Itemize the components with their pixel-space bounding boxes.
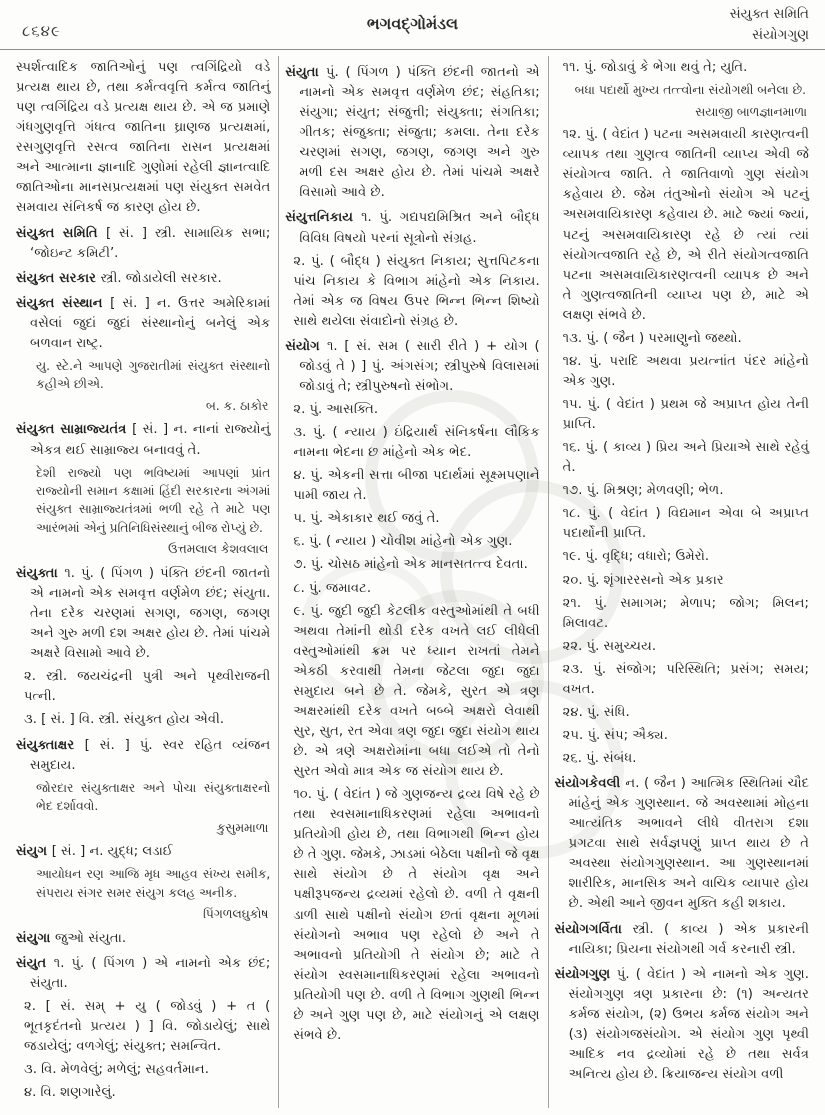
entry-text: ૨. સ્ત્રી. જયચંદ્રની પુત્રી અને પૃથ્વીરાજની પત્ની. <box>24 669 271 705</box>
headword: સંયુક્ત સંસ્થાન <box>16 295 111 311</box>
text-block <box>563 395 809 435</box>
entry-text: સ્પર્શત્વાદિક જાતિઓનું પણ ત્વગિંદ્રિયો વડે પ્રત્યક્ષ થાય છે, તથા કર્મત્વવૃત્તિ કર્મત્વ જાતિનું પણ ત્વગિંદ્રિય વડે પ્રત્યક્ષ થાય છે. એ જ પ્રમાણે ગંધગુણવૃત્તિ ગંધત્વ જાતિના ઘ્રાણજ પ્રત્યક્ષમાં, રસગુણવૃત્તિ રસત્વ જાતિના રાસન પ્રત્યક્ષમાં અને આત્માના જ્ઞાનાદિ ગુણોમાં રહેલી જ્ઞાનત્વાદિ જાતિઓના માનસપ્રત્યક્ષમાં પણ સંયુક્ત સમવેત સમવાય સંનિકર્ષ જ કારણ હોય છે. <box>16 60 271 216</box>
headword: સંયુક્ત સમિતિ <box>16 225 106 241</box>
text-block <box>293 252 539 332</box>
text-block <box>36 779 270 816</box>
citation-source: પિંગળલઘુકોષ <box>203 907 269 922</box>
text-block <box>24 710 270 730</box>
text-block <box>293 532 539 552</box>
text-block <box>24 1083 270 1103</box>
text-block <box>563 58 809 78</box>
entry-text: [ સં. ] ન. યુદ્ધ; લડાઈ <box>51 844 173 860</box>
running-head-last-entry: સંયોગગુણ <box>752 26 809 43</box>
entry-text: ૨. [ સં. સમ્ + યુ ( જોડવું ) + ત ( ભૂતકૃદંતનો પ્રત્યય ) ] વિ. જોડાયેલું; સાથે જડાયેલું; વળગેલું; સંયુક્ત; સમન્વિત. <box>24 999 271 1055</box>
headword: સંયુગા <box>16 930 55 946</box>
entry-text: ૭. પું. ચોસઠ માંહેનો એક માનસતત્ત્વ દેવતા. <box>293 557 528 573</box>
entry-text: પું. ( પિંગળ ) પંક્તિ છંદની જાતનો એ નામનો એક સમવૃત્ત વર્ણમેળ છંદ; સંહતિકા; સંયુગા; સંયુત; સંજુત્તી; સંયુક્તા; સંગતિકા; ગીતક; સંજુક્તા; સંજુતા; કમલા. તેના દરેક ચરણમાં સગણ, જગણ, જગણ અને ગુરુ મળી દસ અક્ષર હોય છે. તેમાં પાંચમે અક્ષરે વિસામો આવે છે. <box>299 65 540 201</box>
text-block <box>563 726 809 746</box>
entry-text: ૮. પું. જમાવટ. <box>293 580 372 596</box>
dictionary-entry <box>555 965 809 1085</box>
dictionary-entry <box>16 564 270 664</box>
entry-text: ૩. વિ. મેળવેલું; મળેલું; સહવર્તમાન. <box>24 1062 209 1078</box>
entry-text: દેશી રાજ્યો પણ ભવિષ્યમાં આપણાં પ્રાંત રાજ્યોની સમાન કક્ષામાં હિંદી સરકારના અંગમાં સંયુક્ત સામ્રાજ્યતંત્રમાં ભળી રહે તે માટે પણ આરંભમાં એનું પ્રતિનિધિસંસ્થાનું બીજ રોપ્યું છે. <box>36 465 271 535</box>
headword: સંયુત <box>16 955 54 971</box>
text-block <box>563 660 809 700</box>
dictionary-entry <box>16 842 270 862</box>
headword: સંયુત્તનિકાય <box>285 210 362 226</box>
citation-source: સયાજી બાળજ્ઞાનમાળા <box>695 104 807 119</box>
entry-text: ૪. પું. એકની સત્તા બીજા પદાર્થમાં સૂક્ષ્મપણાને પામી જાય તે. <box>293 468 540 504</box>
entry-text: [ સં. ] પું. સ્વર રહિત વ્યંજન સમુદાય. <box>30 737 271 773</box>
citation-source: ઉત્તમલાલ કેશવલાલ <box>168 542 269 557</box>
column-left <box>10 56 279 1108</box>
headword: સંયુતા <box>285 65 326 80</box>
dictionary-entry <box>16 294 270 354</box>
entry-text: ૨૬. પું. સંબંધ. <box>562 751 637 766</box>
entry-text: ૧૮. પું. ( વેદાંત ) વિદ્યમાન એવા બે અપ્રાપ્ત પદાર્થોની પ્રાપ્તિ. <box>562 506 809 542</box>
text-block <box>563 749 809 769</box>
text-block <box>563 594 809 634</box>
dictionary-entry <box>285 63 539 203</box>
text-block <box>563 125 809 326</box>
entry-text: ૪. વિ. શણગારેલું. <box>24 1085 116 1101</box>
entry-text: ૧૧. પું. જોડાવું કે ભેગા થવું તે; યુતિ. <box>562 60 748 75</box>
text-columns <box>0 50 825 1108</box>
text-block <box>563 352 809 392</box>
headword: સંયોગગુણ <box>554 966 617 982</box>
column-center <box>279 56 548 1108</box>
text-block <box>36 357 270 394</box>
entry-text: ૩. [ સં. ] વિ. સ્ત્રી. સંયુક્ત હોય એવી. <box>24 712 225 728</box>
text-block <box>36 464 270 538</box>
entry-text: ૨૪. પું. સંધિ. <box>562 704 630 720</box>
running-head-first-entry: સંયુક્ત સમિતિ <box>729 6 809 22</box>
entry-text: જુઓ સંયુતા. <box>54 930 127 946</box>
entry-text: ૨૩. પું. સંજોગ; પરિસ્થિતિ; પ્રસંગ; સમય; વખત. <box>562 661 809 697</box>
column-right <box>549 56 817 1108</box>
entry-text: ૨૨. પું. સમુચ્ચય. <box>562 638 657 654</box>
citation-source: બ. ક. ઠાકોર <box>205 398 269 413</box>
entry-text: ૩. પું. ( ન્યાય ) ઇંદ્રિયાર્થ સંનિકર્ષના લૌકિક નામના ભેદના છ માંહેનો એક ભેદ. <box>293 425 540 461</box>
entry-text: આયોધન રણ આજિ મૃધ આહવ સંખ્ય સમીક, સંપરાય સંગર સમર સંયુગ કલહ અનીક. <box>36 867 271 900</box>
entry-text: ૧૪. પું. પરાદિ અથવા પ્રયત્નાંત પંદર માંહેનો એક ગુણ. <box>562 353 809 389</box>
entry-text: ૨. પું. આસક્તિ. <box>293 402 379 417</box>
page-number: ૮૬૪૯ <box>22 22 61 40</box>
entry-text: ન. ( જૈન ) આત્મિક સ્થિતિમાં ચૌદ માંહેનું એક ગુણસ્થાન. જે અવસ્થામાં મોહના આત્યંતિક અભાવને લીધે વીતરાગ દશા પ્રગટવા સાથે સર્વજ્ઞપણું પ્રાપ્ત થાય છે તે અવસ્થા સંયોગગુણસ્થાન. આ ગુણસ્થાનમાં શારીરિક, માનસિક અને વાચિક વ્યાપાર હોય છે. એથી આને જીવન મુક્તિ કહી શકાય. <box>568 776 809 912</box>
text-block <box>563 637 809 657</box>
text-block <box>563 504 809 544</box>
text-block <box>563 547 809 567</box>
headword: સંયુક્ત સામ્રાજ્યતંત્ર <box>16 422 133 438</box>
book-title: ભગવદ્ગોમંડલ <box>366 14 459 33</box>
entry-text: પું. ( વેદાંત ) એ નામનો એક ગુણ. સંયોગગુણ ત્રણ પ્રકારના છે: (૧) અન્યતર કર્મજ સંયોગ, (૨) ઉભય કર્મજ સંયોગ અને (૩) સંયોગજસંયોગ. એ સંયોગ ગુણ પૃથ્વી આદિક નવ દ્રવ્યોમાં રહે છે તથા સર્વત્ર અનિત્ય હોય છે. ક્રિયાજન્ય સંયોગ વળી <box>568 966 809 1082</box>
dictionary-entry <box>285 208 539 248</box>
text-block <box>293 785 539 1046</box>
text-block <box>575 81 809 99</box>
entry-text: ૨૧. પું. સમાગમ; મેળાપ; જોગ; મિલન; મિલાવટ. <box>562 595 809 631</box>
entry-text: ૨. પું. ( બૌદ્ધ ) સંયુક્ત નિકાય; સુત્તપિટકના પાંચ નિકાય કે વિભાગ માંહેનો એક નિકાય. તેમાં એક જ વિષય ઉપર ભિન્ન ભિન્ન શિષ્યો સાથે થયેલા સંવાદોનો સંગ્રહ છે. <box>293 253 540 329</box>
headword: સંયુક્તાક્ષર <box>16 737 85 753</box>
dictionary-entry <box>285 337 539 397</box>
entry-text: બધા પદાર્થો મુખ્ય તત્ત્વોના સંયોગથી બનેલા છે. <box>574 83 806 98</box>
entry-text: ૧૬. પું. ( કાવ્ય ) પ્રિય અને પ્રિયાએ સાથે રહેવું તે. <box>562 440 809 476</box>
entry-text: ૨૦. પું. શૃંગારરસનો એક પ્રકાર <box>562 572 724 588</box>
text-block <box>563 571 809 591</box>
entry-text: ૧. [ સં. સમ ( સારી રીતે ) + યોગ ( જોડવું તે ) ] પું. અંગસંગ; સ્ત્રીપુરુષે વિલાસમાં જોડાવું તે; સ્ત્રીપુરુષનો સંભોગ. <box>299 338 540 394</box>
text-block <box>563 703 809 723</box>
text-block <box>293 555 539 575</box>
dictionary-entry <box>16 420 270 460</box>
entry-text: ૧૨. પું. ( વેદાંત ) પટના અસમવાયી કારણત્વની વ્યાપક તથા ગુણત્વ જાતિની વ્યાપ્ય એવી જે સંયોગત્વ જાતિ. તે જાતિવાળો ગુણ સંયોગ કહેવાય છે. જેમ તંતુઓનો સંયોગ એ પટનું અસમવાયિકારણ કહેવાય છે. માટે જ્યાં જ્યાં, પટનું અસમવાયિકારણ રહે છે ત્યાં ત્યાં સંયોગત્વજાતિ રહે છે, એ રીતે સંયોગત્વજાતિ પટના અસમવાયિકારણત્વની વ્યાપક છે અને તે ગુણત્વજાતિની વ્યાપ્ય પણ છે, માટે એ લક્ષણ સંભવે છે. <box>562 127 809 323</box>
entry-text: સ્ત્રી. ( કાવ્ય ) એક પ્રકારની નાયિકા; પ્રિયના સંયોગથી ગર્વ કરનારી સ્ત્રી. <box>568 921 809 957</box>
dictionary-entry <box>555 920 809 960</box>
page-header <box>0 0 825 50</box>
dictionary-entry <box>16 929 270 949</box>
dictionary-entry <box>16 224 270 264</box>
entry-text: ૫. પું. એકાકાર થઈ જવું તે. <box>293 511 440 527</box>
text-block <box>24 997 270 1057</box>
entry-text: [ સં. ] સ્ત્રી. સામાયિક સભા; ‘જોઇન્ટ કમિટી’. <box>30 225 271 261</box>
text-block <box>293 602 539 783</box>
dictionary-entry <box>16 954 270 994</box>
entry-text: ૧૦. પું. ( વેદાંત ) જે ગુણજન્ય દ્રવ્ય વિષે રહે છે તથા સ્વસમાનાધિકરણમાં રહેલા અભાવનો પ્રતિયોગી હોય છે, તથા વિભાગથી ભિન્ન હોય છે તે ગુણ. જેમકે, ઝાડમાં બેઠેલા પક્ષીનો જે વૃક્ષ સાથે સંયોગ છે તે સંયોગ વૃક્ષ અને પક્ષીરૂપજન્ય દ્રવ્યમાં રહેલો છે. વળી તે વૃક્ષની ડાળી સાથે પક્ષીનો સંયોગ છતાં વૃક્ષના મૂળમાં સંયોગનો અભાવ પણ રહેલો છે અને તે અભાવનો પ્રતિયોગી તે સંયોગ છે; માટે તે સંયોગ સ્વસમાનાધિકરણમાં રહેલા અભાવનો પ્રતિયોગી પણ છે. વળી તે વિભાગ ગુણથી ભિન્ન છે અને ગુણ પણ છે, માટે સંયોગનું એ લક્ષણ સંભવે છે. <box>293 787 540 1043</box>
headword: સંયોગગર્વિતા <box>554 921 633 937</box>
entry-text: [ સં. ] ન. ઉત્તર અમેરિકામાં વસેલાં જુદાં જુદાં સંસ્થાનોનું બનેલું એક બળવાન રાષ્ટ્ર. <box>30 295 271 351</box>
entry-text: ૧૭. પું. મિશ્રણ; મેળવણી; ભેળ. <box>562 483 724 499</box>
entry-text: ૧. પું. ( પિંગળ ) એ નામનો એક છંદ; સંયુતા. <box>30 955 271 991</box>
text-block <box>563 438 809 478</box>
headword: સંયોગકેવલી <box>554 776 626 792</box>
entry-text: ૧. પું. ( પિંગળ ) પંક્તિ છંદની જાતનો એ નામનો એક સમવૃત્ત વર્ણમેળ છંદ; સંયુતા. તેના દરેક ચરણમાં સગણ, જગણ, જગણ અને ગુરુ મળી દશ અક્ષર હોય છે. તેમાં પાંચમે અક્ષરે વિસામો આવે છે. <box>30 566 271 662</box>
running-heads <box>730 4 809 46</box>
headword: સંયોગ <box>285 338 327 354</box>
headword: સંયુક્ત સરકાર <box>16 270 101 286</box>
entry-text: ૧૯. પું. વૃદ્ધિ; વધારો; ઉમેરો. <box>562 549 710 565</box>
headword: સંયુક્તા <box>16 566 65 581</box>
text-block <box>293 509 539 529</box>
text-block <box>293 579 539 599</box>
entry-text: ૧૫. પું. ( વેદાંત ) પ્રથમ જે અપ્રાપ્ત હોય તેની પ્રાપ્તિ. <box>562 397 809 433</box>
entry-text: ૬. પું. ( ન્યાય ) ચોવીશ માંહેનો એક ગુણ. <box>293 534 513 550</box>
text-block <box>24 1060 270 1080</box>
text-block <box>563 329 809 349</box>
entry-text: [ સં. ] ન. નાનાં રાજ્યોનું એકત્ર થઈ સામ્રાજ્ય બનાવવું તે. <box>30 422 271 458</box>
dictionary-entry <box>555 774 809 914</box>
headword: સંયુગ <box>16 844 52 860</box>
entry-text: ૧૩. પું. ( જૈન ) પરમાણુનો જથ્થો. <box>562 330 742 346</box>
citation-source: કુસુમમાળા <box>216 820 269 835</box>
text-block <box>36 865 270 902</box>
dictionary-entry <box>16 269 270 289</box>
dictionary-entry <box>16 736 270 776</box>
entry-text: જોરદાર સંયુક્તાક્ષર અને પોચા સંયુક્તાક્ષરનો ભેદ દર્શાવવો. <box>36 780 271 814</box>
text-block <box>293 466 539 506</box>
entry-text: યુ. સ્ટે.ને આપણે ગુજરાતીમાં સંયુક્ત સંસ્થાનો કહીએ છીએ. <box>36 358 271 392</box>
text-block <box>24 667 270 707</box>
entry-text: ૯. પું. જુદી જુદી કેટલીક વસ્તુઓમાંથી તે બધી અથવા તેમાંની થોડી દરેક વખતે લઈ લીધેલી વસ્તુઓમાંથી ક્રમ પર ધ્યાન રાખતાં તેમને એકઠી કરવાથી તેમના જેટલા જુદા જુદા સમુદાય બને છે તે. જેમકે, સુરત એ ત્રણ અક્ષરમાંથી દરેક વખતે બબ્બે અક્ષરો લેવાથી સુર, સુત, રત એવા ત્રણ જુદા જુદા સંયોગ થાય છે. એ ત્રણે અક્ષરોમાંના બધા લઈએ તો તેનો સુરત એવો માત્ર એક જ સંયોગ થાય છે. <box>293 603 540 780</box>
entry-text: સ્ત્રી. જોડાયેલી સરકાર. <box>100 270 222 286</box>
text-block <box>563 481 809 501</box>
text-block <box>293 423 539 463</box>
entry-text: ૨૫. પું. સંપ; ઐક્ય. <box>562 727 668 743</box>
entry-text: ૧. પું. ગદ્યપદ્યમિશ્રિત અને બૌદ્ધ વિવિધ વિષયો પરનાં સૂત્રોનો સંગ્રહ. <box>299 210 540 246</box>
text-block <box>16 58 270 219</box>
text-block <box>293 400 539 420</box>
